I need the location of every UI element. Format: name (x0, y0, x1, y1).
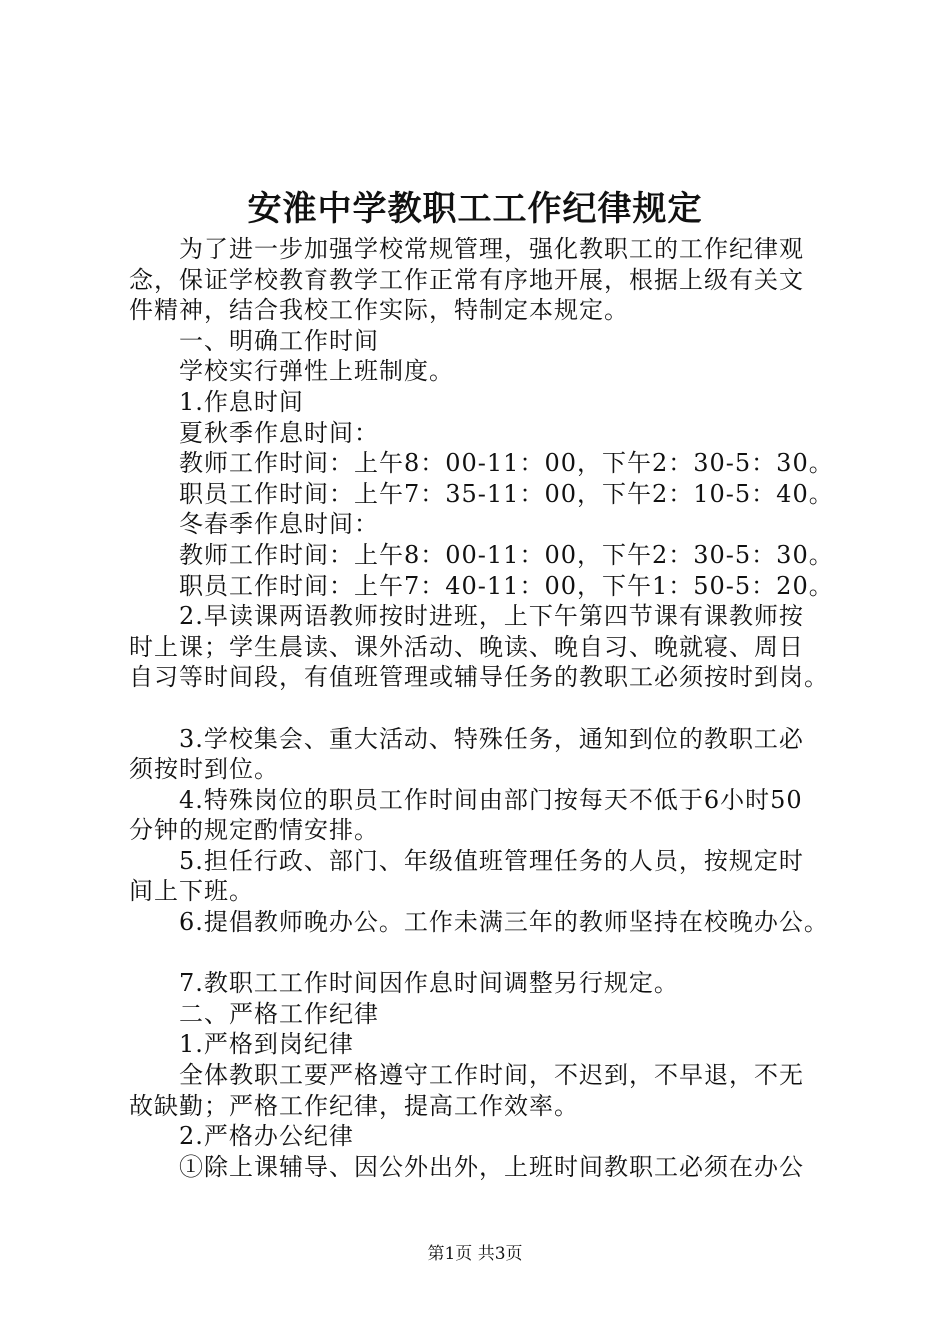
paragraph-line: 自习等时间段，有值班管理或辅导任务的教职工必须按时到岗。 (129, 663, 829, 692)
paragraph-line: 7.教职工工作时间因作息时间调整另行规定。 (129, 969, 679, 998)
schedule-line: 教师工作时间：上午8：00-11：00，下午2：30-5：30。 (129, 449, 834, 478)
schedule-line: 职员工作时间：上午7：35-11：00，下午2：10-5：40。 (129, 479, 834, 508)
document-body (129, 234, 853, 1182)
paragraph-line: 4.特殊岗位的职员工作时间由部门按每天不低于6小时50 (129, 785, 803, 814)
schedule-line: 职员工作时间：上午7：40-11：00，下午1：50-5：20。 (129, 571, 834, 600)
paragraph-line: 故缺勤；严格工作纪律，提高工作效率。 (129, 1091, 579, 1120)
blank-line (129, 693, 853, 724)
page-number: 第1页 共3页 (427, 1244, 523, 1264)
paragraph-line: ①除上课辅导、因公外出外，上班时间教职工必须在办公 (129, 1152, 804, 1181)
paragraph-line: 念，保证学校教育教学工作正常有序地开展，根据上级有关文 (129, 265, 804, 294)
paragraph-line: 冬春季作息时间： (129, 510, 379, 539)
paragraph-line: 5.担任行政、部门、年级值班管理任务的人员，按规定时 (129, 846, 804, 875)
paragraph-line: 为了进一步加强学校常规管理，强化教职工的工作纪律观 (129, 235, 804, 263)
subsection-heading: 2.严格办公纪律 (129, 1122, 354, 1151)
paragraph-line: 2.早读课两语教师按时进班，上下午第四节课有课教师按 (129, 602, 804, 631)
paragraph-line: 夏秋季作息时间： (129, 418, 379, 447)
subsection-heading: 1.严格到岗纪律 (129, 1030, 354, 1059)
paragraph-line: 3.学校集会、重大活动、特殊任务，通知到位的教职工必 (129, 724, 804, 753)
section-heading: 二、严格工作纪律 (129, 999, 379, 1028)
paragraph-line: 间上下班。 (129, 877, 254, 906)
schedule-line: 教师工作时间：上午8：00-11：00，下午2：30-5：30。 (129, 540, 834, 569)
paragraph-line: 分钟的规定酌情安排。 (129, 816, 379, 845)
paragraph-line: 学校实行弹性上班制度。 (129, 357, 454, 386)
paragraph-line: 须按时到位。 (129, 755, 279, 784)
paragraph-line: 全体教职工要严格遵守工作时间，不迟到，不早退，不无 (129, 1061, 804, 1090)
paragraph-line: 件精神，结合我校工作实际，特制定本规定。 (129, 296, 629, 325)
subsection-heading: 1.作息时间 (129, 387, 304, 416)
paragraph-line: 6.提倡教师晚办公。工作未满三年的教师坚持在校晚办公。 (129, 908, 829, 937)
document-title: 安淮中学教职工工作纪律规定 (247, 189, 703, 229)
blank-line (129, 938, 853, 969)
section-heading: 一、明确工作时间 (129, 326, 379, 355)
paragraph-line: 时上课；学生晨读、课外活动、晚读、晚自习、晚就寝、周日 (129, 632, 804, 661)
